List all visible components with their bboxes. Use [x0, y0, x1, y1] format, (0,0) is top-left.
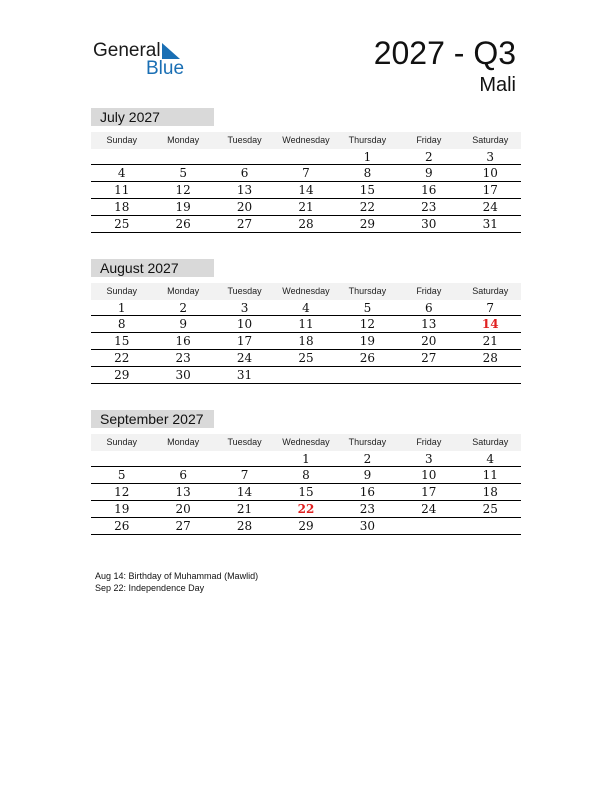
weekday-label: Sunday [106, 135, 137, 145]
day-cell: 25 [114, 217, 130, 231]
week-row [91, 451, 521, 467]
week-row [91, 182, 521, 199]
logo-triangle-icon [162, 43, 180, 59]
week-row [91, 333, 521, 350]
day-cell: 2 [425, 150, 433, 164]
day-cell: 10 [236, 317, 253, 331]
day-cell: 13 [175, 485, 191, 499]
day-cell: 1 [363, 150, 372, 164]
weekday-label: Saturday [472, 135, 509, 145]
day-cell: 3 [486, 150, 495, 164]
holiday-note: Sep 22: Independence Day [95, 583, 205, 593]
weekday-label: Sunday [106, 437, 137, 447]
day-cell: 17 [236, 334, 253, 348]
weekday-label: Tuesday [227, 437, 262, 447]
empty-day-cell [275, 149, 336, 164]
day-cell: 9 [363, 468, 372, 482]
day-cell: 9 [425, 166, 433, 180]
day-cell: 4 [486, 452, 495, 466]
empty-day-cell [460, 367, 521, 383]
weekday-label: Thursday [348, 437, 387, 447]
empty-day-cell [398, 518, 459, 534]
empty-day-cell [152, 149, 213, 164]
week-row [91, 149, 521, 165]
week-row [91, 300, 521, 316]
month-july [91, 108, 521, 233]
day-cell: 11 [114, 183, 130, 197]
day-cell: 9 [179, 317, 187, 331]
day-cell: 18 [482, 485, 498, 499]
day-cell: 13 [236, 183, 253, 197]
day-cell: 15 [114, 334, 130, 348]
weekday-header-row [91, 434, 521, 451]
empty-day-cell [91, 451, 152, 466]
logo-general-text: General [93, 40, 161, 61]
day-cell: 11 [482, 468, 498, 482]
day-cell: 23 [359, 502, 376, 516]
month-title: August 2027 [91, 259, 214, 277]
weekday-label: Monday [167, 437, 200, 447]
day-cell: 18 [114, 200, 130, 214]
page-title: 2027 - Q3 [373, 35, 516, 71]
week-row [91, 518, 521, 535]
day-cell: 5 [363, 301, 372, 315]
day-cell: 15 [359, 183, 376, 197]
day-cell: 8 [302, 468, 310, 482]
day-cell: 2 [179, 301, 187, 315]
day-cell: 20 [421, 334, 437, 348]
month-september [91, 410, 521, 535]
day-cell: 27 [421, 351, 437, 365]
day-cell: 27 [175, 519, 191, 533]
weekday-label: Tuesday [227, 135, 262, 145]
day-cell: 20 [175, 502, 191, 516]
day-cell: 30 [421, 217, 437, 231]
empty-day-cell [460, 518, 521, 534]
day-cell: 14 [298, 183, 314, 197]
weekday-label: Tuesday [227, 286, 262, 296]
day-cell: 23 [175, 351, 191, 365]
day-cell: 8 [117, 317, 126, 331]
day-cell: 26 [175, 217, 191, 231]
day-cell: 16 [175, 334, 191, 348]
day-cell: 30 [175, 368, 191, 382]
weekday-header-row [91, 132, 521, 149]
day-cell: 1 [117, 301, 126, 315]
day-cell: 3 [425, 452, 433, 466]
day-cell: 18 [298, 334, 314, 348]
day-cell: 22 [114, 351, 130, 365]
weekday-label: Monday [167, 135, 200, 145]
week-row [91, 467, 521, 484]
weekday-label: Wednesday [282, 437, 330, 447]
logo [93, 40, 193, 80]
day-cell: 3 [240, 301, 249, 315]
day-cell: 8 [363, 166, 372, 180]
day-cell: 24 [482, 200, 498, 214]
day-cell: 31 [482, 217, 498, 231]
day-cell: 10 [482, 166, 498, 180]
holiday-notes [95, 570, 258, 594]
holiday-day-cell: 22 [297, 502, 315, 516]
week-row [91, 216, 521, 233]
day-cell: 13 [421, 317, 437, 331]
day-cell: 12 [114, 485, 130, 499]
week-row [91, 350, 521, 367]
day-cell: 26 [359, 351, 376, 365]
day-cell: 21 [482, 334, 498, 348]
empty-day-cell [275, 367, 336, 383]
day-cell: 29 [298, 519, 314, 533]
weekday-label: Thursday [348, 286, 387, 296]
week-row [91, 367, 521, 384]
day-cell: 22 [359, 200, 376, 214]
weekday-label: Sunday [106, 286, 137, 296]
day-cell: 28 [482, 351, 498, 365]
day-cell: 14 [236, 485, 253, 499]
holiday-note: Aug 14: Birthday of Muhammad (Mawlid) [95, 571, 259, 581]
day-cell: 21 [298, 200, 314, 214]
country-name: Mali [479, 74, 516, 96]
day-cell: 1 [302, 452, 310, 466]
day-cell: 7 [486, 301, 495, 315]
week-row [91, 484, 521, 501]
holiday-day-cell: 14 [481, 317, 499, 331]
day-cell: 5 [117, 468, 126, 482]
day-cell: 24 [236, 351, 253, 365]
weekday-label: Friday [416, 135, 442, 145]
empty-day-cell [214, 149, 275, 164]
day-cell: 23 [421, 200, 437, 214]
day-cell: 5 [179, 166, 187, 180]
day-cell: 16 [421, 183, 437, 197]
week-row [91, 165, 521, 182]
day-cell: 27 [236, 217, 253, 231]
day-cell: 26 [114, 519, 130, 533]
day-cell: 17 [482, 183, 498, 197]
day-cell: 15 [298, 485, 314, 499]
weekday-label: Saturday [472, 286, 509, 296]
weekday-header-row [91, 283, 521, 300]
weekday-label: Wednesday [282, 135, 330, 145]
month-august [91, 259, 521, 384]
day-cell: 29 [114, 368, 130, 382]
day-cell: 12 [359, 317, 376, 331]
day-cell: 30 [359, 519, 376, 533]
weekday-label: Thursday [348, 135, 387, 145]
day-cell: 31 [236, 368, 253, 382]
day-cell: 25 [298, 351, 314, 365]
weekday-label: Friday [416, 286, 442, 296]
day-cell: 21 [236, 502, 253, 516]
day-cell: 16 [359, 485, 376, 499]
day-cell: 28 [298, 217, 314, 231]
month-title: July 2027 [91, 108, 214, 126]
month-title: September 2027 [91, 410, 214, 428]
week-row [91, 199, 521, 216]
day-cell: 7 [240, 468, 249, 482]
day-cell: 29 [359, 217, 376, 231]
day-cell: 24 [421, 502, 437, 516]
empty-day-cell [152, 451, 213, 466]
day-cell: 10 [421, 468, 437, 482]
week-row [91, 316, 521, 333]
day-cell: 6 [425, 301, 433, 315]
day-cell: 11 [298, 317, 314, 331]
weekday-label: Saturday [472, 437, 509, 447]
day-cell: 17 [421, 485, 437, 499]
day-cell: 4 [117, 166, 126, 180]
weekday-label: Monday [167, 286, 200, 296]
day-cell: 2 [363, 452, 372, 466]
week-row [91, 501, 521, 518]
day-cell: 20 [236, 200, 253, 214]
empty-day-cell [91, 149, 152, 164]
day-cell: 7 [302, 166, 310, 180]
day-cell: 4 [302, 301, 310, 315]
day-cell: 28 [236, 519, 253, 533]
day-cell: 6 [240, 166, 249, 180]
weekday-label: Friday [416, 437, 442, 447]
empty-day-cell [214, 451, 275, 466]
day-cell: 19 [359, 334, 376, 348]
day-cell: 19 [175, 200, 191, 214]
logo-blue-text: Blue [146, 58, 185, 79]
empty-day-cell [398, 367, 459, 383]
weekday-label: Wednesday [282, 286, 330, 296]
day-cell: 19 [114, 502, 130, 516]
day-cell: 25 [482, 502, 498, 516]
day-cell: 12 [175, 183, 191, 197]
empty-day-cell [337, 367, 398, 383]
day-cell: 6 [179, 468, 187, 482]
